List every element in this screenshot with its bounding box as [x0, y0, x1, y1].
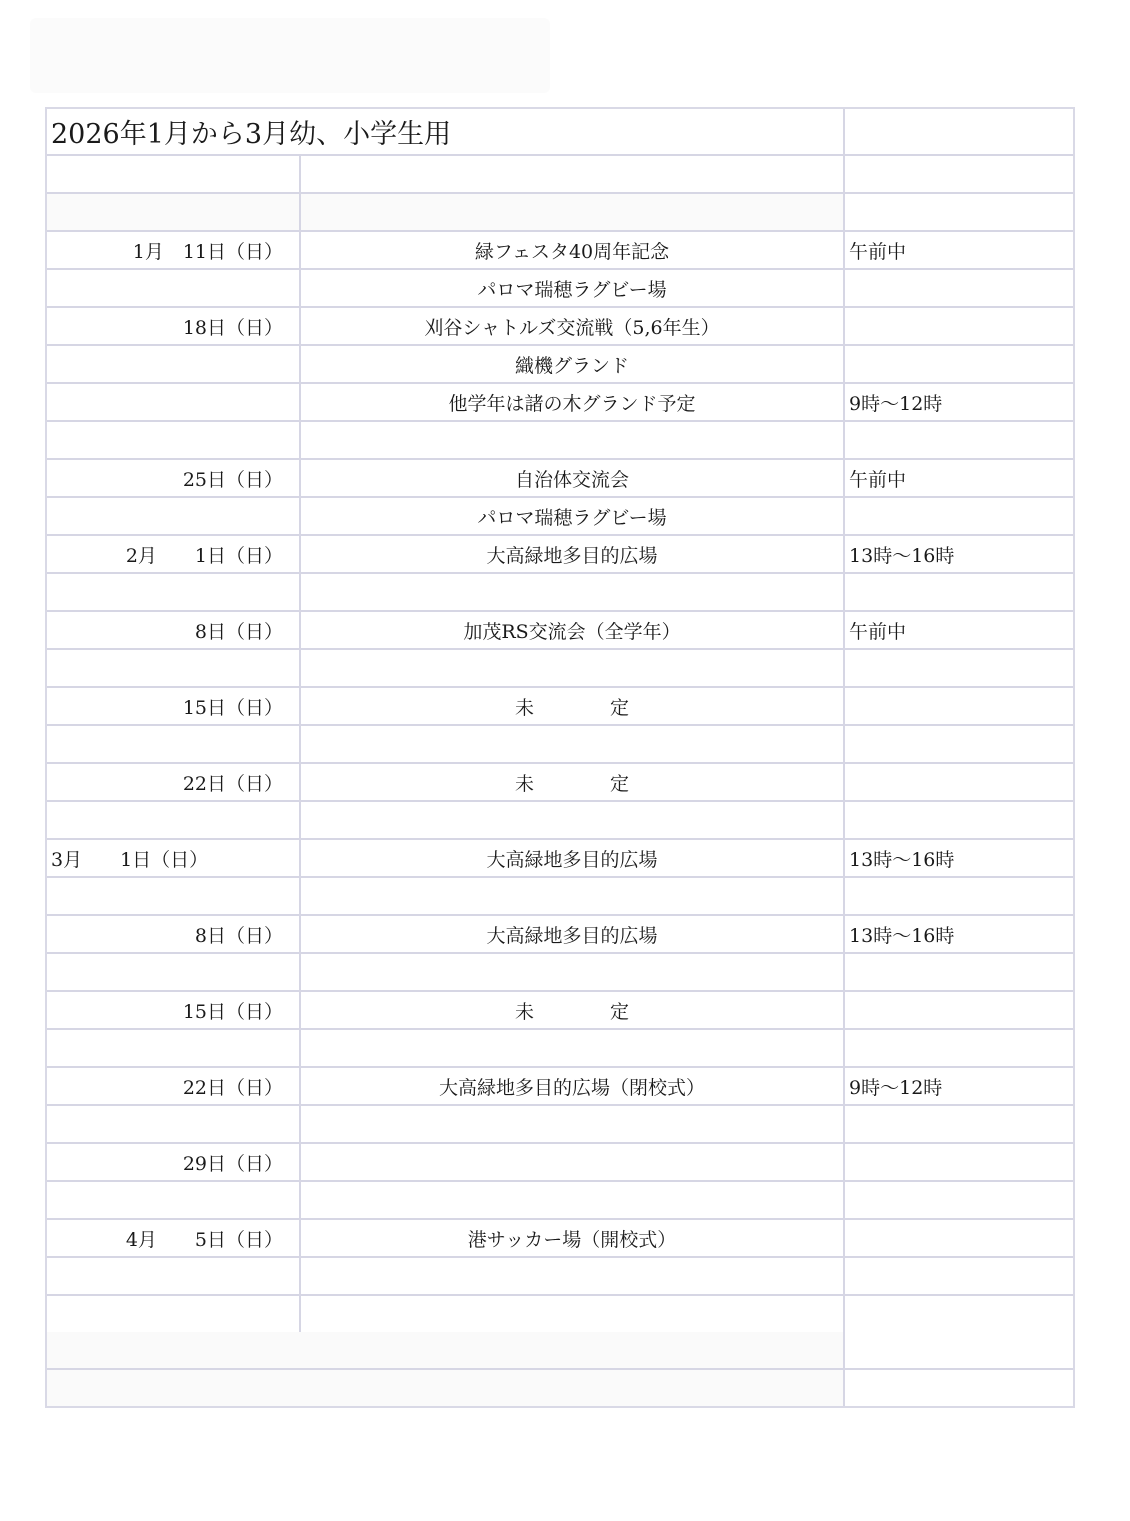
blank-row — [47, 155, 1073, 193]
event-cell — [300, 1143, 844, 1181]
time-cell — [844, 1257, 1073, 1295]
event-cell — [300, 573, 844, 611]
event-cell — [300, 877, 844, 915]
date-cell — [47, 1257, 300, 1295]
schedule-row — [47, 269, 1073, 307]
time-cell — [844, 763, 1073, 801]
date-cell — [47, 573, 300, 611]
event-cell: 大高緑地多目的広場（閉校式） — [300, 1067, 844, 1105]
event-cell — [300, 649, 844, 687]
schedule-row — [47, 801, 1073, 839]
event-cell: 大高緑地多目的広場 — [300, 915, 844, 953]
schedule-row — [47, 953, 1073, 991]
schedule-row — [47, 763, 1073, 801]
schedule-row — [47, 1219, 1073, 1257]
event-cell: 加茂RS交流会（全学年） — [300, 611, 844, 649]
schedule-row — [47, 725, 1073, 763]
time-cell: 9時〜12時 — [844, 383, 1073, 421]
time-cell: 13時〜16時 — [844, 839, 1073, 877]
schedule-row — [47, 421, 1073, 459]
schedule-row — [47, 1181, 1073, 1219]
schedule-row — [47, 915, 1073, 953]
date-cell: 18日（日） — [47, 307, 300, 345]
time-cell — [844, 801, 1073, 839]
event-cell — [300, 421, 844, 459]
time-cell: 午前中 — [844, 611, 1073, 649]
time-cell — [844, 1029, 1073, 1067]
title-side-cell — [844, 109, 1073, 155]
schedule-row — [47, 991, 1073, 1029]
schedule-row — [47, 1295, 1073, 1332]
date-cell — [47, 877, 300, 915]
time-cell — [844, 725, 1073, 763]
time-cell: 9時〜12時 — [844, 1067, 1073, 1105]
time-cell — [844, 877, 1073, 915]
event-cell — [300, 801, 844, 839]
time-cell: 午前中 — [844, 231, 1073, 269]
event-cell — [300, 1029, 844, 1067]
date-cell — [47, 649, 300, 687]
date-cell: 1月 11日（日） — [47, 231, 300, 269]
time-cell — [844, 1181, 1073, 1219]
date-cell: 4月 5日（日） — [47, 1219, 300, 1257]
event-cell — [300, 1181, 844, 1219]
date-cell — [47, 1295, 300, 1332]
schedule-row — [47, 231, 1073, 269]
date-cell — [47, 1181, 300, 1219]
event-cell: パロマ瑞穂ラグビー場 — [300, 497, 844, 535]
date-cell — [47, 383, 300, 421]
time-cell: 13時〜16時 — [844, 535, 1073, 573]
schedule-sheet — [45, 107, 1075, 1408]
schedule-row — [47, 535, 1073, 573]
title-row — [47, 109, 1073, 155]
schedule-row — [47, 459, 1073, 497]
date-cell: 3月 1日（日） — [47, 839, 300, 877]
event-cell: 織機グランド — [300, 345, 844, 383]
schedule-row — [47, 839, 1073, 877]
time-cell — [844, 649, 1073, 687]
date-cell — [47, 725, 300, 763]
schedule-row — [47, 307, 1073, 345]
time-cell — [844, 345, 1073, 383]
event-cell: 自治体交流会 — [300, 459, 844, 497]
date-cell: 22日（日） — [47, 763, 300, 801]
page-title: 2026年1月から3月幼、小学生用 — [47, 109, 844, 155]
time-cell — [844, 307, 1073, 345]
event-cell: 刈谷シャトルズ交流戦（5,6年生） — [300, 307, 844, 345]
schedule-row — [47, 1257, 1073, 1295]
date-cell — [47, 269, 300, 307]
event-cell: 未 定 — [300, 763, 844, 801]
event-cell — [300, 953, 844, 991]
time-cell — [844, 991, 1073, 1029]
date-cell — [47, 497, 300, 535]
time-cell: 午前中 — [844, 459, 1073, 497]
schedule-row — [47, 611, 1073, 649]
schedule-row — [47, 383, 1073, 421]
blank-row — [47, 1332, 1073, 1369]
blank-row — [47, 193, 1073, 231]
event-cell — [300, 725, 844, 763]
time-cell — [844, 687, 1073, 725]
time-cell — [844, 953, 1073, 991]
time-cell — [844, 1295, 1073, 1332]
faded-header-area — [30, 18, 550, 93]
event-cell: 他学年は諸の木グランド予定 — [300, 383, 844, 421]
schedule-row — [47, 497, 1073, 535]
time-cell — [844, 269, 1073, 307]
date-cell — [47, 345, 300, 383]
event-cell: パロマ瑞穂ラグビー場 — [300, 269, 844, 307]
blank-row — [47, 1369, 1073, 1406]
schedule-row — [47, 345, 1073, 383]
schedule-row — [47, 573, 1073, 611]
event-cell: 大高緑地多目的広場 — [300, 839, 844, 877]
date-cell — [47, 1029, 300, 1067]
schedule-row — [47, 877, 1073, 915]
time-cell — [844, 1219, 1073, 1257]
time-cell — [844, 1143, 1073, 1181]
time-cell — [844, 573, 1073, 611]
event-cell: 未 定 — [300, 687, 844, 725]
schedule-row — [47, 649, 1073, 687]
date-cell: 22日（日） — [47, 1067, 300, 1105]
time-cell — [844, 421, 1073, 459]
schedule-row — [47, 1143, 1073, 1181]
date-cell: 15日（日） — [47, 687, 300, 725]
event-cell: 未 定 — [300, 991, 844, 1029]
date-cell: 8日（日） — [47, 611, 300, 649]
time-cell — [844, 497, 1073, 535]
date-cell: 15日（日） — [47, 991, 300, 1029]
date-cell — [47, 801, 300, 839]
footer-rows — [47, 1332, 1073, 1406]
date-cell: 8日（日） — [47, 915, 300, 953]
date-cell — [47, 1105, 300, 1143]
event-cell — [300, 1295, 844, 1332]
schedule-row — [47, 1105, 1073, 1143]
time-cell — [844, 1105, 1073, 1143]
event-cell: 緑フェスタ40周年記念 — [300, 231, 844, 269]
time-cell: 13時〜16時 — [844, 915, 1073, 953]
date-cell — [47, 421, 300, 459]
date-cell: 25日（日） — [47, 459, 300, 497]
schedule-table — [47, 109, 1073, 1332]
event-cell: 大高緑地多目的広場 — [300, 535, 844, 573]
event-cell — [300, 1257, 844, 1295]
event-cell: 港サッカー場（開校式） — [300, 1219, 844, 1257]
schedule-row — [47, 1029, 1073, 1067]
event-cell — [300, 1105, 844, 1143]
schedule-row — [47, 687, 1073, 725]
schedule-row — [47, 1067, 1073, 1105]
date-cell: 29日（日） — [47, 1143, 300, 1181]
date-cell: 2月 1日（日） — [47, 535, 300, 573]
date-cell — [47, 953, 300, 991]
